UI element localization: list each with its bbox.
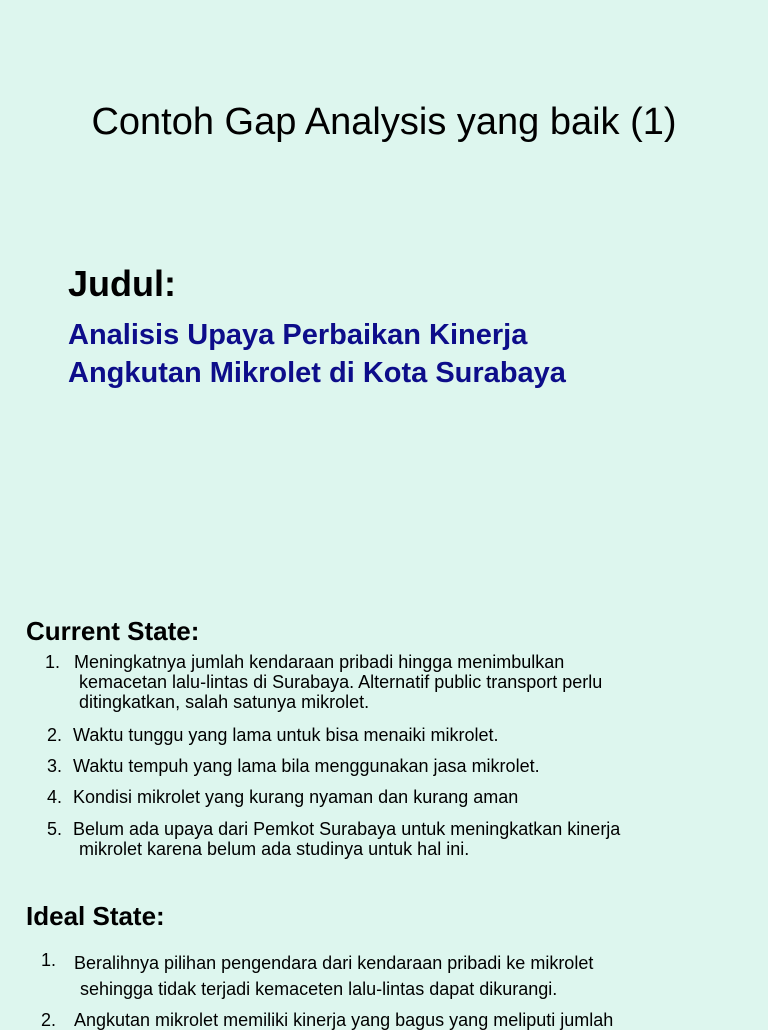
list-text bbox=[73, 756, 540, 776]
list-number: 1. bbox=[44, 652, 60, 672]
list-text bbox=[73, 725, 499, 745]
judul-line: Angkutan Mikrolet di Kota Surabaya bbox=[68, 357, 566, 389]
list-text bbox=[73, 819, 620, 859]
list-text-line: mikrolet karena belum ada studinya untuk hal ini. bbox=[79, 839, 470, 859]
list-text-line: sehingga tidak terjadi kemaceten lalu-lintas dapat dikurangi. bbox=[80, 979, 558, 999]
list-text-line: Waktu tempuh yang lama bila menggunakan jasa mikrolet. bbox=[73, 756, 540, 776]
slide-title: Contoh Gap Analysis yang baik (1) bbox=[91, 101, 677, 143]
list-number: 5. bbox=[46, 819, 62, 839]
list-text bbox=[74, 652, 602, 712]
list-text-line: Angkutan mikrolet memiliki kinerja yang bagus yang meliputi jumlah bbox=[74, 1010, 614, 1030]
judul-text bbox=[68, 316, 566, 392]
list-number: 3. bbox=[46, 756, 62, 776]
list-text-line: Kondisi mikrolet yang kurang nyaman dan kurang aman bbox=[73, 787, 519, 807]
list-text-line: Belum ada upaya dari Pemkot Surabaya untuk meningkatkan kinerja bbox=[73, 819, 621, 839]
ideal-state-heading: Ideal State: bbox=[26, 901, 165, 931]
list-number: 1. bbox=[40, 950, 56, 970]
list-text-line: Waktu tunggu yang lama untuk bisa menaiki mikrolet. bbox=[73, 725, 499, 745]
list-text-line: kemacetan lalu-lintas di Surabaya. Alternatif public transport perlu bbox=[79, 672, 603, 692]
list-text-line: Meningkatnya jumlah kendaraan pribadi hingga menimbulkan bbox=[74, 652, 565, 672]
current-state-heading: Current State: bbox=[26, 616, 200, 646]
judul-line: Analisis Upaya Perbaikan Kinerja bbox=[68, 319, 528, 351]
judul-label: Judul: bbox=[68, 263, 176, 304]
list-text bbox=[73, 787, 518, 807]
list-number: 2. bbox=[40, 1010, 56, 1030]
list-text-line: Beralihnya pilihan pengendara dari kendaraan pribadi ke mikrolet bbox=[74, 953, 594, 973]
list-number: 2. bbox=[46, 725, 62, 745]
list-text bbox=[74, 950, 593, 1002]
list-text bbox=[74, 1010, 613, 1030]
list-text-line: ditingkatkan, salah satunya mikrolet. bbox=[79, 692, 370, 712]
list-number: 4. bbox=[46, 787, 62, 807]
